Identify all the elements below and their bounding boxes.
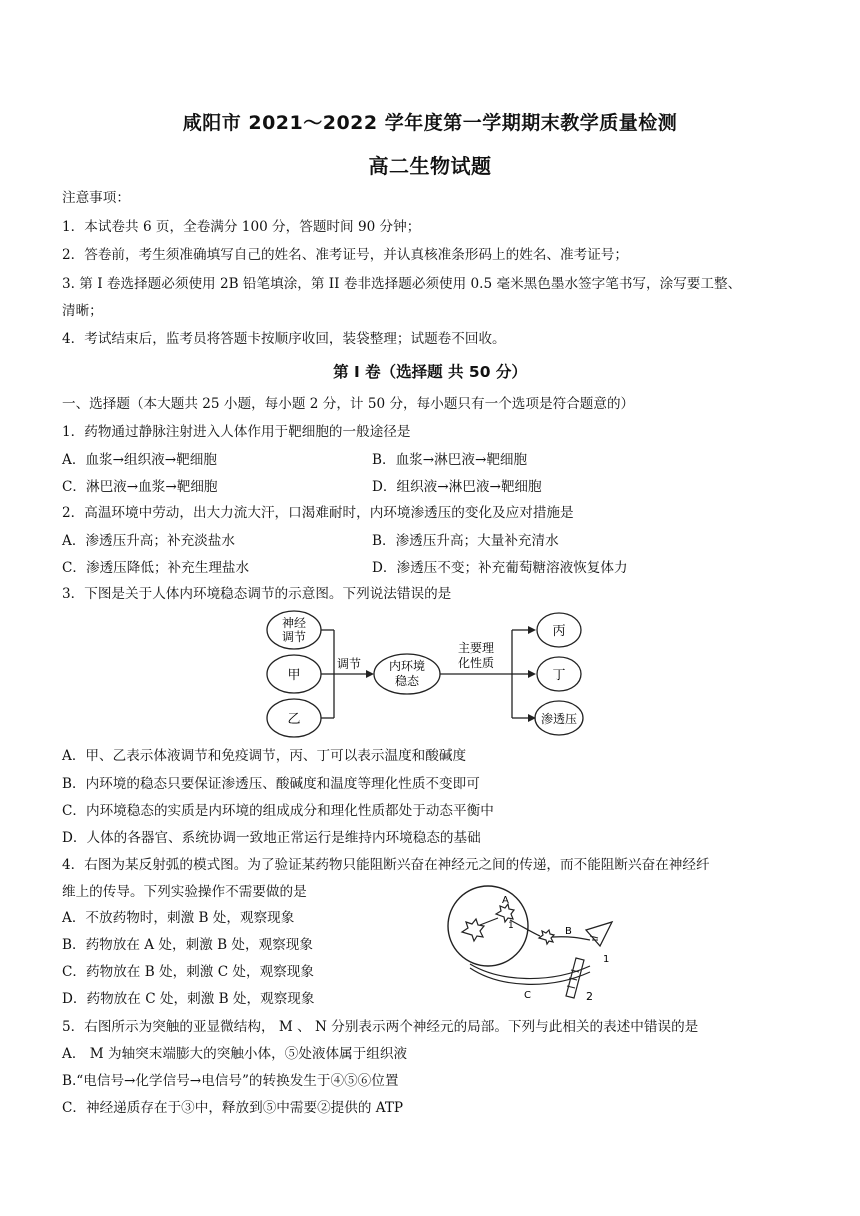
notice-item: 4．考试结束后，监考员将答题卡按顺序收回，装袋整理；试题卷不回收。: [62, 331, 506, 347]
label-a: A: [502, 895, 509, 906]
node-label: 内环境: [388, 659, 426, 673]
node-label: 丙: [552, 624, 566, 639]
label-c: C: [524, 990, 531, 1001]
label-1-small: 1: [508, 921, 514, 931]
notice-item: 清晰；: [62, 303, 103, 319]
option-a: A．甲、乙表示体液调节和免疫调节，丙、丁可以表示温度和酸碱度: [62, 748, 467, 764]
option-b: B．血浆→淋巴液→靶细胞: [372, 452, 528, 468]
option-b: B．渗透压升高；大量补充清水: [372, 533, 559, 549]
option-c: C．淋巴液→血浆→靶细胞: [62, 479, 218, 495]
neuron-body-icon: [539, 930, 554, 944]
option-b: B．内环境的稳态只要保证渗透压、酸碱度和温度等理化性质不变即可: [62, 776, 480, 792]
question-stem: 5．右图所示为突触的亚显微结构， M 、 N 分别表示两个神经元的局部。下列与此相关的表述中错误的是: [62, 1019, 699, 1035]
notice-item: 1．本试卷共 6 页，全卷满分 100 分，答题时间 90 分钟；: [62, 219, 421, 235]
node-label: 调节: [281, 630, 307, 644]
section-instruction: 一、选择题（本大题共 25 小题，每小题 2 分，计 50 分，每小题只有一个选项是符合题意的）: [62, 396, 635, 412]
arrow-label: 主要理: [457, 641, 495, 655]
neuron-body-icon: [462, 919, 484, 941]
option-a: A．不放药物时，刺激 B 处，观察现象: [62, 910, 295, 926]
option-c: C．内环境稳态的实质是内环境的组成成分和理化性质都处于动态平衡中: [62, 803, 494, 819]
node-label: 神经: [281, 616, 307, 630]
arrow-label: 调节: [336, 657, 362, 671]
option-d: D．渗透压不变；补充葡萄糖溶液恢复体力: [372, 560, 628, 576]
option-c: C．神经递质存在于③中，释放到⑤中需要②提供的 ATP: [62, 1100, 404, 1116]
question-stem: 4．右图为某反射弧的模式图。为了验证某药物只能阻断兴奋在神经元之间的传递，而不能阻断兴奋在神经纤: [62, 857, 710, 873]
question-stem: 3．下图是关于人体内环境稳态调节的示意图。下列说法错误的是: [62, 586, 452, 602]
exam-subtitle: 高二生物试题: [368, 154, 492, 178]
node-label: 丁: [552, 668, 566, 683]
receptor-icon: [586, 922, 612, 946]
node-label: 渗透压: [540, 712, 578, 726]
question-stem: 维上的传导。下列实验操作不需要做的是: [62, 884, 307, 900]
option-c: C．渗透压降低；补充生理盐水: [62, 560, 250, 576]
option-d: D．组织液→淋巴液→靶细胞: [372, 479, 542, 495]
label-2: 2: [586, 990, 593, 1003]
notice-item: 3. 第 I 卷选择题必须使用 2B 铅笔填涂，第 II 卷非选择题必须使用 0.5 毫米黑色墨水签字笔书写，涂写要工整、: [62, 276, 742, 292]
label-b: B: [565, 926, 572, 937]
node-label: 乙: [287, 712, 301, 727]
spinal-cord-outline: [448, 886, 528, 966]
option-d: D．人体的各器官、系统协调一致地正常运行是维持内环境稳态的基础: [62, 830, 481, 846]
arrow-label: 化性质: [457, 656, 495, 670]
label-1: 1: [603, 954, 610, 965]
option-d: D．药物放在 C 处，刺激 B 处，观察现象: [62, 991, 315, 1007]
question-stem: 1．药物通过静脉注射进入人体作用于靶细胞的一般途径是: [62, 424, 411, 440]
option-b: B．药物放在 A 处，刺激 B 处，观察现象: [62, 937, 313, 953]
section-heading: 第 I 卷（选择题 共 50 分）: [333, 363, 527, 381]
option-a: A．血浆→组织液→靶细胞: [62, 452, 217, 468]
neuron-body-icon: [496, 904, 514, 922]
question-stem: 2．高温环境中劳动，出大力流大汗，口渴难耐时，内环境渗透压的变化及应对措施是: [62, 505, 574, 521]
option-b: B.“电信号→化学信号→电信号”的转换发生于④⑤⑥位置: [62, 1073, 399, 1089]
notice-item: 2．答卷前，考生须准确填写自己的姓名、准考证号，并认真核准条形码上的姓名、准考证号；: [62, 247, 628, 263]
reflex-arc-figure: [440, 884, 620, 1006]
node-label: 甲: [287, 668, 301, 683]
notice-heading: 注意事项：: [62, 190, 130, 206]
exam-title: 咸阳市 2021～2022 学年度第一学期期末教学质量检测: [182, 112, 678, 134]
homeostasis-diagram: [262, 608, 602, 742]
node-label: 稳态: [394, 674, 420, 688]
option-a: A．渗透压升高；补充淡盐水: [62, 533, 235, 549]
option-c: C．药物放在 B 处，刺激 C 处，观察现象: [62, 964, 314, 980]
option-a: A． M 为轴突末端膨大的突触小体，⑤处液体属于组织液: [62, 1046, 408, 1062]
